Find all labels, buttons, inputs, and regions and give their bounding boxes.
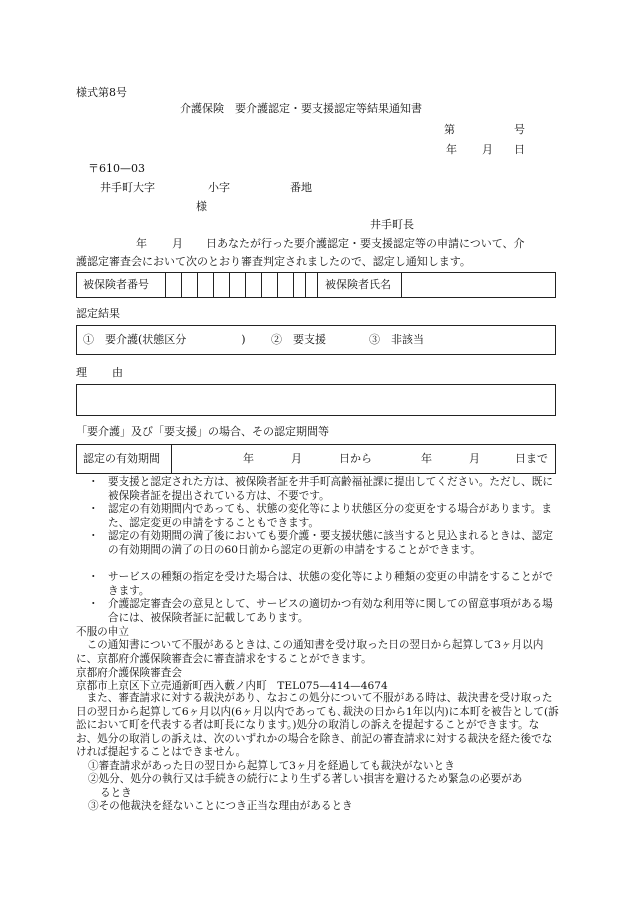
lawsuit-case: ①審査請求があった日の翌日から起算して3ヶ月を経過しても裁決がないとき: [88, 760, 455, 772]
honorific: 様: [196, 200, 207, 213]
insured-name-label: 被保険者氏名: [325, 278, 391, 291]
period-box: [76, 444, 556, 474]
intro-line1: 日あなたが行った要介護認定・要支援認定等の申請について、介: [206, 237, 525, 250]
page-title: 介護保険 要介護認定・要支援認定等結果通知書: [180, 102, 422, 115]
note-item: ・ 要支援と認定された方は、被保険者証を井手町高齢福祉課に提出してください。ただし、既に被保険者証を提出されている方は、不要です。: [88, 476, 553, 502]
period-heading: 「要介護」及び「要支援」の場合、その認定期間等: [76, 425, 329, 438]
doc-number-suffix: 号: [514, 123, 525, 136]
reason-box: [76, 384, 556, 416]
appeal-org-address: 京都市上京区下立売通新町西入藪ノ内町 TEL075—414—4674: [76, 680, 388, 692]
result-option-support: ② 要支援: [271, 333, 326, 346]
date-day: 日: [514, 143, 525, 156]
address-banchi: 番地: [290, 181, 312, 194]
note-item: ・ サービスの種類の指定を受けた場合は、状態の変化等により種類の変更の申請をすることができます。: [88, 571, 553, 597]
period-from-year: 年: [243, 452, 254, 465]
period-from-month: 月: [291, 452, 302, 465]
insured-number-label: 被保険者番号: [83, 278, 149, 291]
result-heading: 認定結果: [76, 307, 120, 320]
address-koaza: 小字: [208, 181, 230, 194]
appeal-heading: 不服の申立: [76, 626, 129, 638]
intro-month: 月: [172, 237, 183, 250]
doc-number-label: 第: [444, 123, 455, 136]
lawsuit-case: ③その他裁決を経ないことにつき正当な理由があるとき: [88, 800, 353, 812]
result-box: [76, 325, 556, 355]
result-option-care: ① 要介護(状態区分 ): [83, 333, 246, 346]
date-month: 月: [482, 143, 493, 156]
address-town: 井手町大字: [100, 181, 155, 194]
lawsuit-case: ②処分、処分の執行又は手続きの続行により生ずる著しい損害を避けるため緊急の必要があるとき: [88, 773, 523, 799]
reason-label-yu: 由: [112, 366, 123, 379]
note-item: ・ 介護認定審査会の意見として、サービスの適切かつ有効な利用等に関しての留意事項がある場合には、被保険者証に記載してあります。: [88, 598, 553, 624]
intro-line2: 護認定審査会において次のとおり審査判定されましたので、認定し通知します。: [76, 255, 471, 268]
note-item: ・ 認定の有効期間の満了後においても要介護・要支援状態に該当すると見込まれるときは、認定の有効期間の満了の日の60日前から認定の更新の申請をすることができます。: [88, 530, 553, 556]
intro-year: 年: [136, 237, 147, 250]
appeal-body: この通知書について不服があるときは､この通知書を受け取った日の翌日から起算して3ヶ月以内に、京都府介護保険審査会に審査請求をすることができます。: [76, 639, 544, 665]
appeal-org: 京都府介護保険審査会: [76, 667, 182, 679]
postal-code: 〒610—03: [88, 162, 145, 175]
date-year: 年: [446, 143, 457, 156]
period-until-year: 年: [421, 452, 432, 465]
result-option-none: ③ 非該当: [369, 333, 424, 346]
period-from: 日から: [339, 452, 372, 465]
period-label: 認定の有効期間: [83, 452, 160, 465]
form-number: 様式第8号: [76, 86, 127, 99]
reason-label-ri: 理: [76, 366, 87, 379]
lawsuit-text: また、審査請求に対する裁決があり、なおこの処分について不服がある時は、裁決書を受け取った日の翌日から起算して6ヶ月以内(6ヶ月以内であっても､裁決の日から1年以内)に本町を被告として(訴訟において町を代表する者は町長になります。)処分の取消しの訴えを提起することができます。なお、処分の取消しの訴えは、次のいずれかの場合を除き、前記の審査請求に対する裁決を経た後でなければ提起することはできません。: [76, 692, 559, 758]
insured-info-table: [76, 272, 556, 298]
period-until: 日まで: [515, 452, 548, 465]
period-until-month: 月: [469, 452, 480, 465]
mayor-signature: 井手町長: [370, 218, 414, 231]
note-item: ・ 認定の有効期間内であっても、状態の変化等により状態区分の変更をする場合があります。また、認定変更の申請をすることもできます。: [88, 503, 552, 529]
